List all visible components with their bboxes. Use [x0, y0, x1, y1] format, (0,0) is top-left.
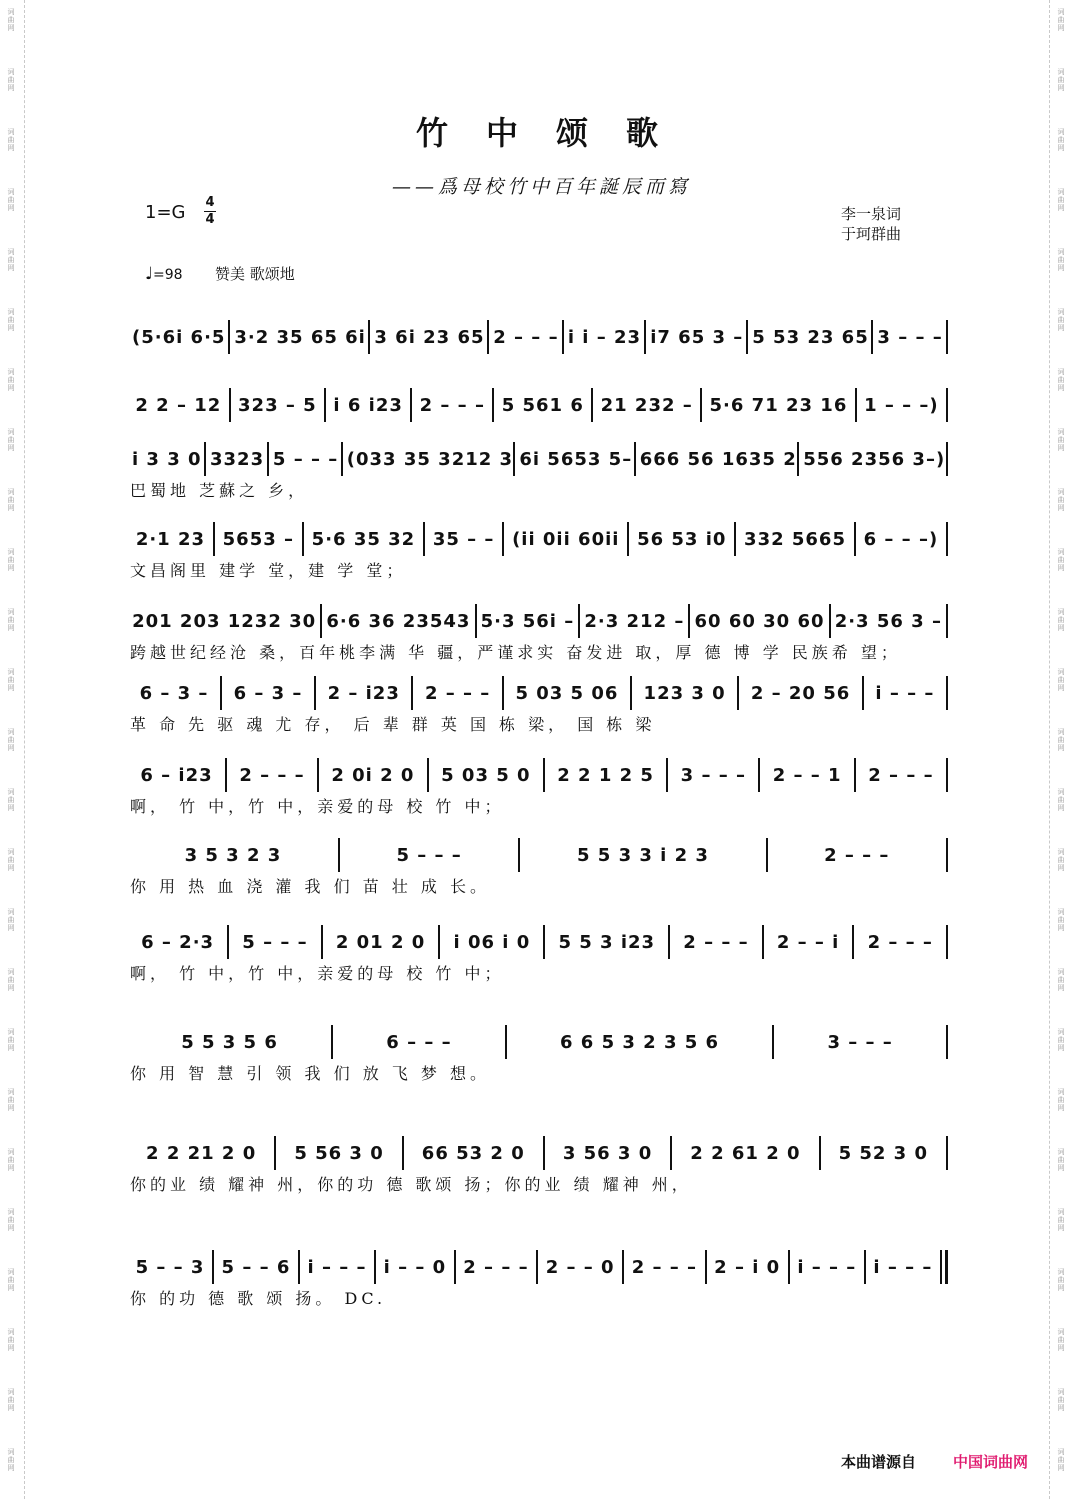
watermark-text: 词曲网 [1057, 548, 1065, 572]
key-signature: 1=G [145, 202, 186, 223]
watermark-text: 词曲网 [7, 128, 15, 152]
watermark-text: 词曲网 [7, 908, 15, 932]
score-row [128, 838, 948, 897]
measure: 2 – – – [463, 1256, 529, 1278]
notes-line [128, 925, 948, 959]
score-row [128, 604, 948, 663]
measure: i – – – [875, 682, 935, 704]
watermark-text: 词曲网 [1057, 68, 1065, 92]
measure: 2 – – 1 [772, 764, 842, 786]
right-margin-watermark-strip [1049, 0, 1074, 1499]
measure: 6 – – – [386, 1031, 452, 1053]
watermark-text: 词曲网 [1057, 308, 1065, 332]
measure: 5 03 5 06 [515, 682, 619, 704]
measure: 2 – – – [419, 394, 485, 416]
measure: 3·2 35 65 6i [234, 326, 366, 348]
measure: 6 – 2·3 [141, 931, 215, 953]
watermark-text: 词曲网 [1057, 788, 1065, 812]
measure: 60 60 30 60 [694, 610, 825, 632]
measure: 6·6 36 23543 [326, 610, 471, 632]
lyrics-line: 巴蜀地 芝蘇之 乡， [130, 481, 309, 500]
score-row [128, 1136, 948, 1195]
source-label: 本曲谱源自 [841, 1453, 917, 1471]
barline [946, 522, 948, 556]
measure: 323 – 5 [238, 394, 317, 416]
watermark-text: 词曲网 [1057, 668, 1065, 692]
measure: (ii 0ii 60ii [512, 528, 620, 550]
measure: 5 56 3 0 [294, 1142, 384, 1164]
measure: 3323 [210, 448, 265, 470]
measure: i 06 i 0 [453, 931, 531, 953]
notes-line [128, 442, 948, 476]
measure: 5 – – – [242, 931, 308, 953]
watermark-text: 词曲网 [7, 788, 15, 812]
measure: 332 5665 [744, 528, 846, 550]
song-subtitle: ——爲母校竹中百年誕辰而寫 [392, 176, 692, 198]
measure: 2 – – – [239, 764, 305, 786]
time-signature-top: 4 [205, 195, 215, 210]
watermark-text: 词曲网 [7, 1208, 15, 1232]
notes-line [128, 604, 948, 638]
watermark-text: 词曲网 [1057, 1028, 1065, 1052]
watermark-text: 词曲网 [1057, 188, 1065, 212]
lyrics-line: 你 用 智 慧 引 领 我 们 放 飞 梦 想。 [130, 1064, 490, 1083]
notes-line [128, 1250, 948, 1284]
measure: i – – 0 [383, 1256, 447, 1278]
measure: 5653 – [222, 528, 295, 550]
measure: i7 65 3 – [650, 326, 744, 348]
watermark-text: 词曲网 [1057, 1268, 1065, 1292]
measure: 2 2 61 2 0 [690, 1142, 801, 1164]
measure: 2 2 1 2 5 [557, 764, 654, 786]
barline [946, 925, 948, 959]
watermark-text: 词曲网 [1057, 1328, 1065, 1352]
measure: 2 – – – [631, 1256, 698, 1278]
time-signature [203, 195, 217, 228]
measure: 2 – – – [868, 764, 934, 786]
notes-line [128, 1025, 948, 1059]
watermark-text: 词曲网 [7, 1028, 15, 1052]
score-row [128, 522, 948, 581]
barline [946, 758, 948, 792]
watermark-text: 词曲网 [1057, 1388, 1065, 1412]
watermark-text: 词曲网 [7, 608, 15, 632]
measure: i – – – [873, 1256, 933, 1278]
watermark-text: 词曲网 [7, 248, 15, 272]
measure: 3 56 3 0 [562, 1142, 653, 1164]
watermark-text: 词曲网 [7, 1388, 15, 1412]
watermark-text: 词曲网 [7, 1148, 15, 1172]
measure: 3 5 3 2 3 [184, 844, 282, 866]
measure: 2 – – – [424, 682, 491, 704]
watermark-text: 词曲网 [7, 728, 15, 752]
measure: 6 – i23 [140, 764, 213, 786]
barline [946, 442, 948, 476]
watermark-text: 词曲网 [1057, 8, 1065, 32]
measure: 6 – – –) [863, 528, 939, 550]
tempo-value: =98 [153, 267, 183, 283]
expression-marking: 赞美 歌颂地 [215, 265, 295, 283]
barline [946, 676, 948, 710]
measure: i 6 i23 [333, 394, 403, 416]
notes-line [128, 388, 948, 422]
watermark-text: 词曲网 [7, 488, 15, 512]
measure: 2 – – – [683, 931, 749, 953]
watermark-text: 词曲网 [1057, 428, 1065, 452]
measure: 2 – – 0 [545, 1256, 615, 1278]
barline [940, 1250, 948, 1284]
measure: 6 6 5 3 2 3 5 6 [560, 1031, 720, 1053]
measure: 2 – i 0 [714, 1256, 781, 1278]
measure: 5 03 5 0 [441, 764, 531, 786]
measure: 2 2 21 2 0 [146, 1142, 257, 1164]
barline [946, 604, 948, 638]
score-row [128, 925, 948, 984]
measure: 3 – – – [877, 326, 943, 348]
measure: 3 6i 23 65 [374, 326, 485, 348]
measure: 5 561 6 [501, 394, 584, 416]
measure: 5 52 3 0 [838, 1142, 928, 1164]
watermark-text: 词曲网 [7, 368, 15, 392]
measure: 6i 5653 5– [519, 448, 633, 470]
quarter-note-icon: ♩ [145, 264, 154, 284]
measure: 5 – – – [396, 844, 462, 866]
score-row [128, 388, 948, 422]
notes-line [128, 320, 948, 354]
barline [946, 1025, 948, 1059]
notes-line [128, 1136, 948, 1170]
lyrics-line: 你的业 绩 耀神 州，你的功 德 歌颂 扬；你的业 绩 耀神 州， [130, 1175, 692, 1194]
barline [946, 1136, 948, 1170]
measure: 2 – 20 56 [750, 682, 851, 704]
watermark-text: 词曲网 [1057, 128, 1065, 152]
barline [946, 838, 948, 872]
lyricist-credit: 李一泉词 [841, 205, 902, 223]
measure: 3 – – – [680, 764, 746, 786]
measure: 5·3 56i – [480, 610, 575, 632]
song-title: 竹中颂歌 [415, 114, 696, 152]
measure: 2·3 212 – [584, 610, 685, 632]
watermark-text: 词曲网 [1057, 1148, 1065, 1172]
watermark-text: 词曲网 [7, 1328, 15, 1352]
watermark-text: 词曲网 [7, 1268, 15, 1292]
measure: 2 0i 2 0 [331, 764, 415, 786]
notes-line [128, 838, 948, 872]
measure: 5 5 3 i23 [558, 931, 656, 953]
score-row [128, 442, 948, 501]
measure: 5 – – 6 [221, 1256, 291, 1278]
watermark-text: 词曲网 [7, 668, 15, 692]
measure: 5·6 35 32 [311, 528, 416, 550]
notes-line [128, 522, 948, 556]
watermark-text: 词曲网 [7, 8, 15, 32]
watermark-text: 词曲网 [7, 68, 15, 92]
watermark-text: 词曲网 [7, 1088, 15, 1112]
notes-line [128, 758, 948, 792]
measure: 2 – – – [493, 326, 559, 348]
measure: 5 53 23 65 [752, 326, 869, 348]
time-signature-bottom: 4 [205, 212, 215, 227]
lyrics-line: 你 用 热 血 浇 灌 我 们 苗 壮 成 长。 [130, 877, 490, 896]
tempo-marking [145, 264, 183, 284]
measure: 56 53 i0 [637, 528, 727, 550]
measure: 123 3 0 [643, 682, 726, 704]
measure: i 3 3 0 [132, 448, 202, 470]
watermark-text: 词曲网 [7, 968, 15, 992]
watermark-text: 词曲网 [1057, 1208, 1065, 1232]
composer-credit: 于珂群曲 [841, 225, 902, 243]
lyrics-line: 啊， 竹 中，竹 中，亲爱的母 校 竹 中； [130, 964, 505, 983]
site-name: 中国词曲网 [953, 1453, 1029, 1471]
measure: 35 – – [432, 528, 495, 550]
measure: 5·6 71 23 16 [709, 394, 848, 416]
score-row [128, 758, 948, 817]
measure: 66 53 2 0 [421, 1142, 525, 1164]
left-margin-watermark-strip [0, 0, 25, 1499]
measure: 3 – – – [827, 1031, 893, 1053]
watermark-text: 词曲网 [7, 428, 15, 452]
watermark-text: 词曲网 [7, 1448, 15, 1472]
watermark-text: 词曲网 [1057, 608, 1065, 632]
measure: 556 2356 3–) [803, 448, 946, 470]
watermark-text: 词曲网 [1057, 368, 1065, 392]
watermark-text: 词曲网 [1057, 908, 1065, 932]
measure: 5 5 3 5 6 [181, 1031, 278, 1053]
watermark-text: 词曲网 [1057, 1448, 1065, 1472]
watermark-text: 词曲网 [7, 188, 15, 212]
watermark-text: 词曲网 [7, 848, 15, 872]
score-row [128, 1250, 948, 1309]
watermark-text: 词曲网 [1057, 488, 1065, 512]
watermark-text: 词曲网 [1057, 1088, 1065, 1112]
measure: 5 – – – [272, 448, 339, 470]
barline [946, 320, 948, 354]
watermark-text: 词曲网 [7, 308, 15, 332]
measure: 2 – – i [776, 931, 840, 953]
lyrics-line: 你 的功 德 歌 颂 扬。 DC. [130, 1289, 387, 1308]
lyrics-line: 跨越世纪经沧 桑，百年桃李满 华 疆，严谨求实 奋发进 取，厚 德 博 学 民族希 望； [130, 643, 901, 662]
watermark-text: 词曲网 [1057, 968, 1065, 992]
lyrics-line: 革 命 先 驱 魂 尤 存， 后 辈 群 英 国 栋 梁， 国 栋 梁 [130, 715, 656, 734]
measure: 2 – – – [867, 931, 933, 953]
measure: 5 – – 3 [135, 1256, 205, 1278]
lyrics-line: 文昌阁里 建学 堂，建 学 堂； [130, 561, 407, 580]
measure: (5·6i 6·5 [132, 326, 226, 348]
watermark-text: 词曲网 [1057, 248, 1065, 272]
measure: 5 5 3 3 i 2 3 [577, 844, 709, 866]
lyrics-line: 啊， 竹 中，竹 中，亲爱的母 校 竹 中； [130, 797, 505, 816]
measure: 2 – i23 [327, 682, 400, 704]
watermark-text: 词曲网 [1057, 728, 1065, 752]
measure: 2 2 – 12 [135, 394, 222, 416]
measure: i – – – [797, 1256, 857, 1278]
measure: 21 232 – [600, 394, 693, 416]
measure: 2 – – – [824, 844, 890, 866]
score-row [128, 1025, 948, 1084]
measure: 2·3 56 3 – [834, 610, 942, 632]
watermark-text: 词曲网 [1057, 848, 1065, 872]
barline [946, 388, 948, 422]
watermark-text: 词曲网 [7, 548, 15, 572]
notes-line [128, 676, 948, 710]
measure: i – – – [307, 1256, 367, 1278]
measure: 201 203 1232 30 [132, 610, 317, 632]
measure: 6 – 3 – [139, 682, 209, 704]
measure: 6 – 3 – [233, 682, 303, 704]
measure: 666 56 1635 2 [639, 448, 797, 470]
credits [841, 204, 901, 244]
measure: (033 35 3212 3 [346, 448, 514, 470]
measure: 1 – – –) [864, 394, 939, 416]
measure: i i – 23 [567, 326, 642, 348]
score-row [128, 320, 948, 354]
measure: 2·1 23 [135, 528, 206, 550]
score-row [128, 676, 948, 735]
measure: 2 01 2 0 [335, 931, 426, 953]
